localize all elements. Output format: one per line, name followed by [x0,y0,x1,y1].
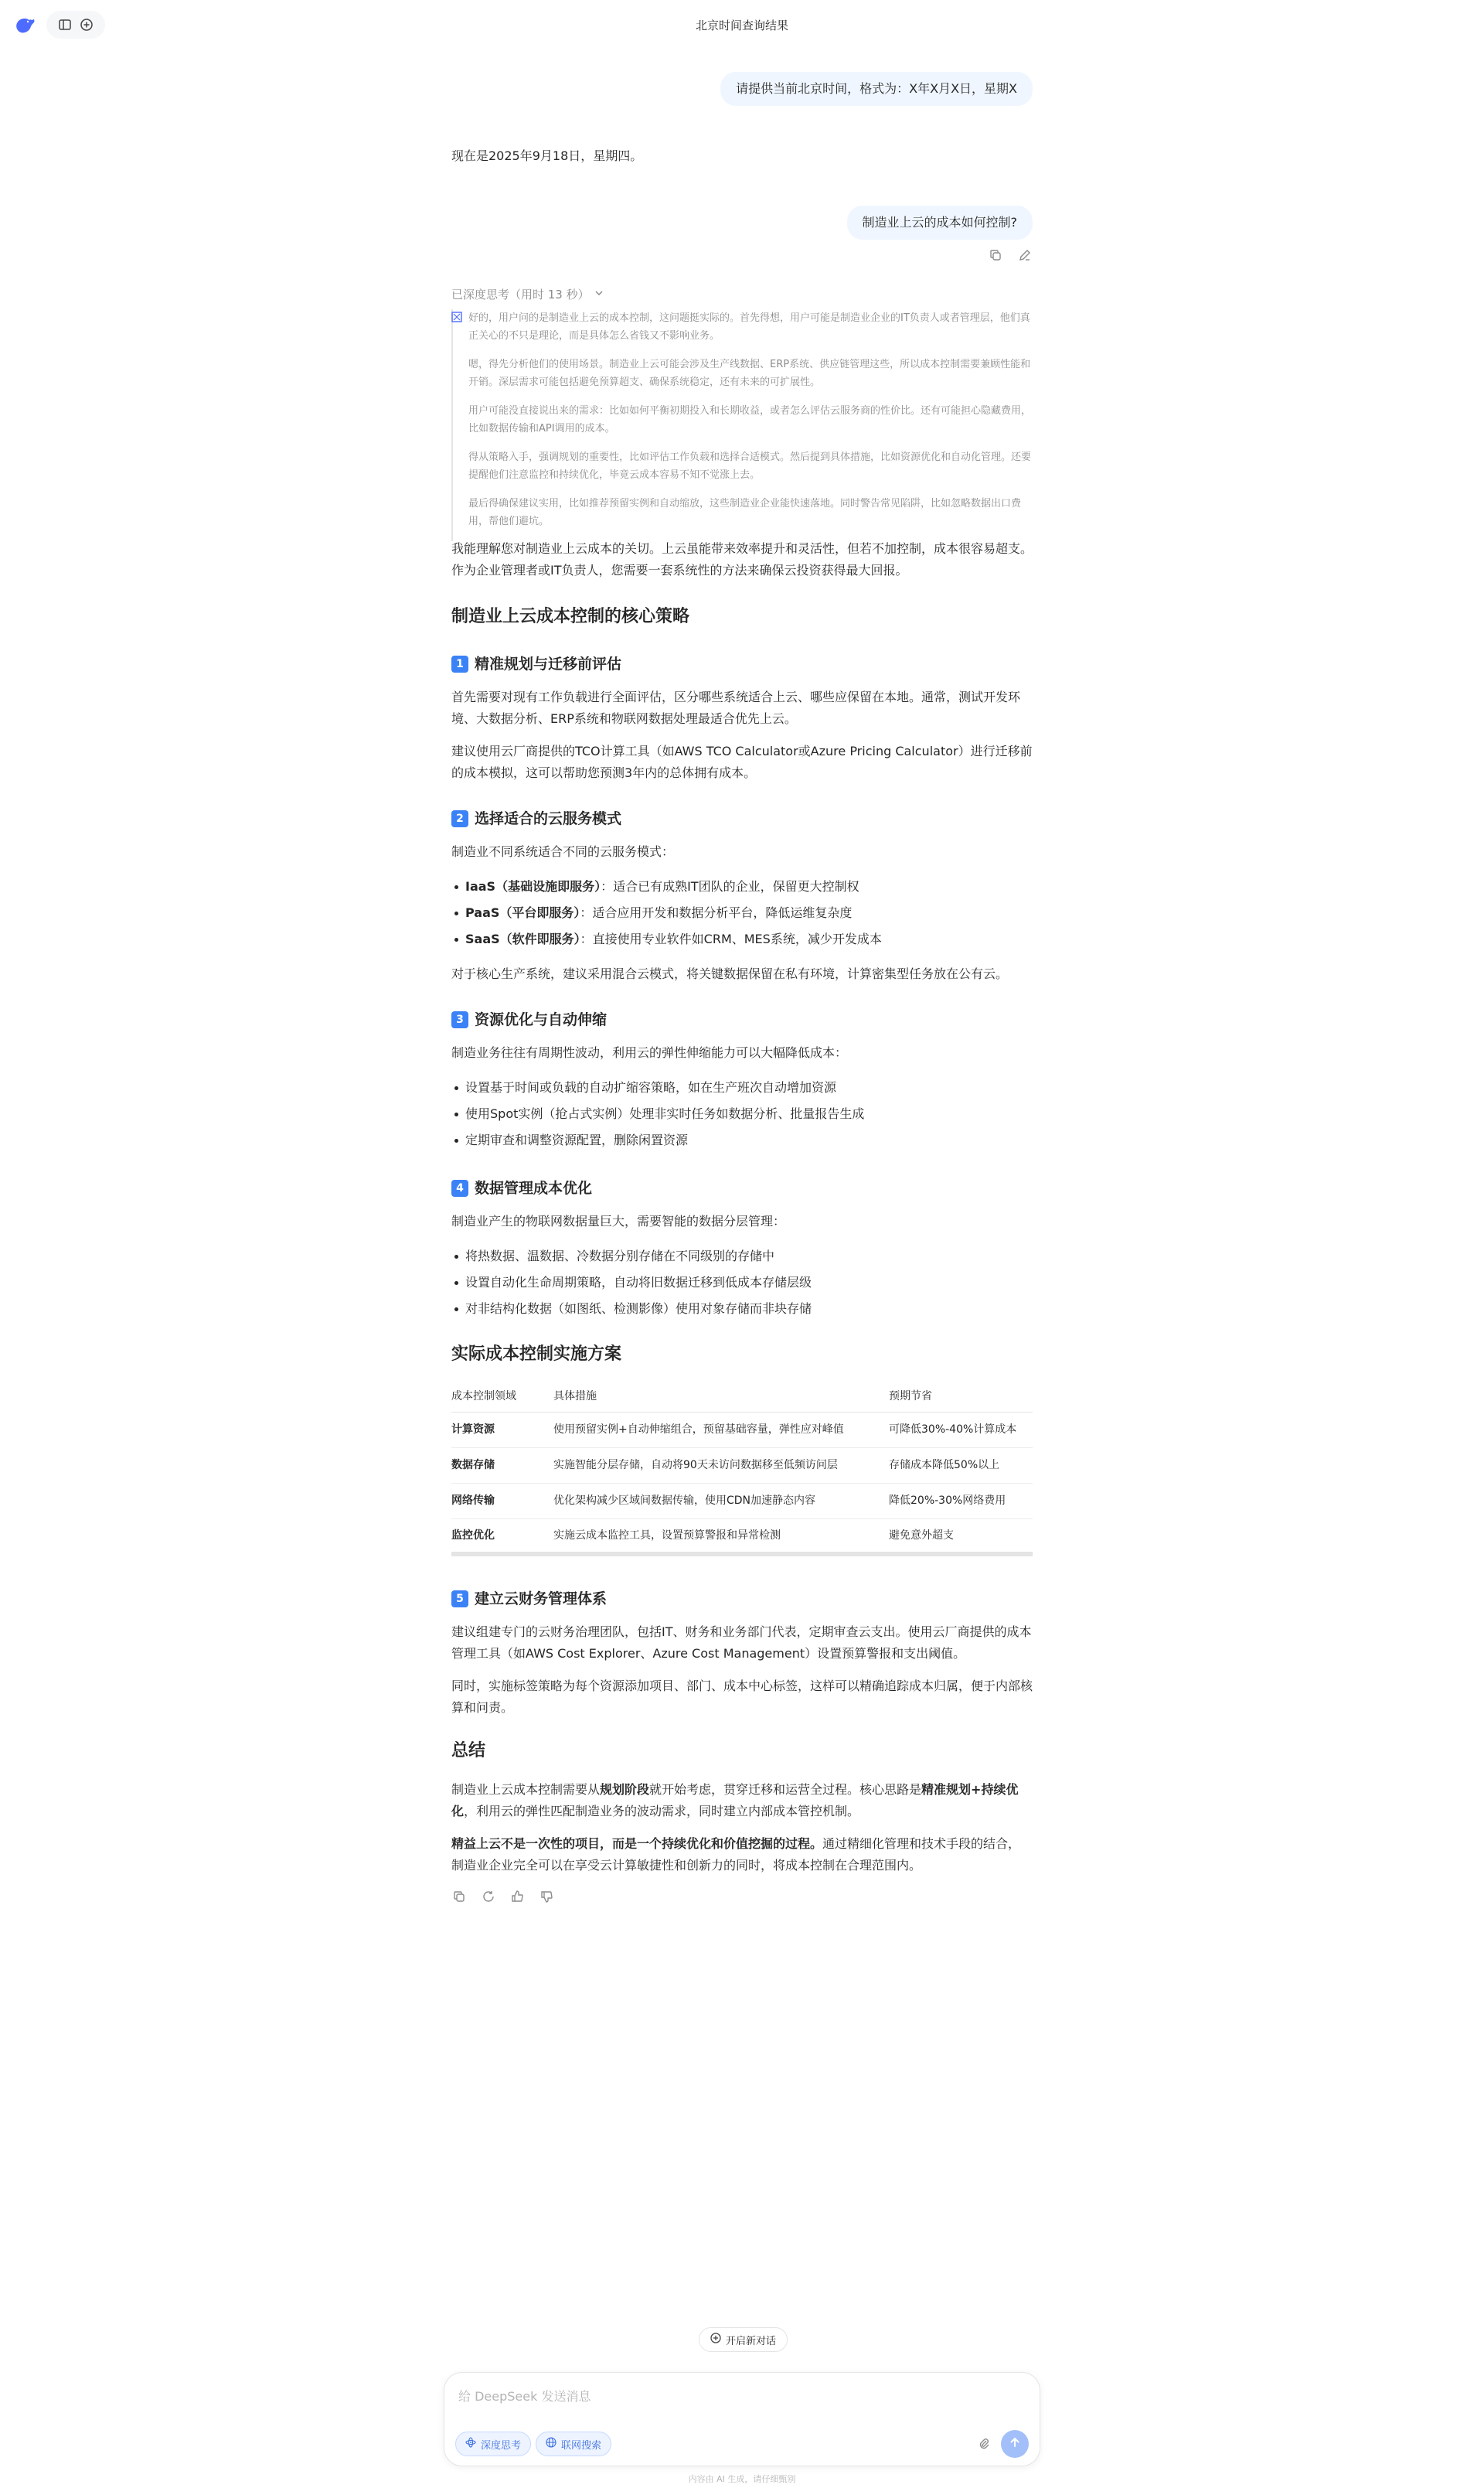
conversation-title: 北京时间查询结果 [695,19,788,32]
paragraph: 建议组建专门的云财务治理团队，包括IT、财务和业务部门代表，定期审查云支出。使用云厂商提供的成本管理工具（如AWS Cost Explorer、Azure Cost Management）设置预算警报和支出阈值。 [451,1624,1032,1661]
number-badge-icon: 2 [451,810,468,827]
section-title: 数据管理成本优化 [475,1180,593,1197]
service-model-list [451,874,1033,953]
table-cell: 实施智能分层存储，自动将90天未访问数据移至低频访问层 [553,1447,889,1483]
section-title: 选择适合的云服务模式 [475,810,622,827]
table-header-row [451,1381,1033,1412]
table-cell: 实施云成本监控工具，设置预算警报和异常检测 [553,1518,889,1554]
text-run: ，利用云的弹性匹配制造业务的波动需求，同时建立内部成本管控机制。 [464,1804,860,1818]
table-row [451,1518,1033,1554]
table-cell: 计算资源 [451,1412,553,1447]
section-heading [451,1177,1033,1200]
table-cell: 网络传输 [451,1483,553,1518]
thinking-paragraph: 得从策略入手，强调规划的重要性，比如评估工作负载和选择合适模式。然后提到具体措施，比如资源优化和自动化管理。还要提醒他们注意监控和持续优化，毕竟云成本容易不知不觉涨上去。 [468,452,1032,481]
table-cell: 使用预留实例+自动伸缩组合，预留基础容量，弹性应对峰值 [553,1412,889,1447]
section-title: 建立云财务管理体系 [475,1590,608,1607]
section-heading [451,1008,1033,1031]
paragraph: 制造业不同系统适合不同的云服务模式： [451,844,675,859]
regenerate-icon[interactable] [481,1889,496,1904]
number-badge-icon: 4 [451,1180,468,1197]
heading-summary: 总结 [451,1741,486,1760]
thumbs-up-icon[interactable] [510,1889,526,1904]
table-cell: 降低20%-30%网络费用 [889,1483,1033,1518]
list-item-desc: ：适合应用开发和数据分析平台，降低运维复杂度 [580,905,853,920]
list-item-desc: ：直接使用专业软件如CRM、MES系统，减少开发成本 [580,932,882,946]
paragraph: 首先需要对现有工作负载进行全面评估，区分哪些系统适合上云、哪些应保留在本地。通常，测试开发环境、大数据分析、ERP系统和物联网数据处理最适合优先上云。 [451,690,1021,726]
list-item-term: SaaS（软件即服务） [465,932,580,946]
thinking-paragraph: 最后得确保建议实用，比如推荐预留实例和自动缩放，这些制造业企业能快速落地。同时警告常见陷阱，比如忽略数据出口费用，帮他们避坑。 [468,498,1022,527]
plus-circle-icon [710,2333,721,2347]
assistant-reply: 现在是2025年9月18日，星期四。 [451,148,643,163]
answer-actions [451,1889,1033,1904]
edit-icon[interactable] [1017,247,1033,263]
user-message: 制造业上云的成本如何控制? [847,206,1033,240]
paragraph: 同时，实施标签策略为每个资源添加项目、部门、成本中心标签，这样可以精确追踪成本归属，便于内部核算和问责。 [451,1679,1033,1715]
bold-text: 精准规划+持续优化 [451,1782,1019,1818]
thinking-marker-icon [451,311,462,322]
thinking-paragraph: 用户可能没直接说出来的需求：比如如何平衡初期投入和长期收益，或者怎么评估云服务商的性价比。还有可能担心隐藏费用，比如数据传输和API调用的成本。 [468,405,1032,435]
thumbs-down-icon[interactable] [539,1889,555,1904]
list-item-term: PaaS（平台即服务） [465,905,580,920]
table-cell: 数据存储 [451,1447,553,1483]
assistant-answer [451,538,1033,1904]
list-item: 设置基于时间或负载的自动扩缩容策略，如在生产班次自动增加资源 [451,1075,1033,1101]
section-heading [451,807,1033,830]
number-badge-icon: 1 [451,656,468,673]
list-item: 定期审查和调整资源配置，删除闲置资源 [451,1127,1033,1154]
list-item: 将热数据、温数据、冷数据分别存储在不同级别的存储中 [451,1243,1033,1270]
thinking-label: 已深度思考（用时 13 秒） [451,287,590,302]
list-item: 对非结构化数据（如图纸、检测影像）使用对象存储而非块存储 [451,1296,1033,1322]
chevron-down-icon [594,287,604,301]
ai-disclaimer: 内容由 AI 生成，请仔细甄别 [688,2474,796,2484]
thinking-paragraph: 嗯，得先分析他们的使用场景。制造业上云可能会涉及生产线数据、ERP系统、供应链管理这些，所以成本控制需要兼顾性能和开销。深层需求可能包括避免预算超支、确保系统稳定，还有未来的可扩展性。 [468,359,1031,388]
heading-core-strategies: 制造业上云成本控制的核心策略 [451,607,690,626]
globe-icon [546,2437,556,2451]
table-cell: 避免意外超支 [889,1518,1033,1554]
section-heading [451,1587,1033,1610]
section-title: 精准规划与迁移前评估 [475,656,622,673]
table-cell: 监控优化 [451,1518,553,1554]
text-run: 制造业上云成本控制需要从 [451,1782,601,1797]
table-row [451,1412,1033,1447]
text-run: 通过精细化管理和技术手段的结合，制造业企业完全可以在享受云计算敏捷性和创新力的同时，将成本控制在合理范围内。 [451,1836,1021,1873]
table-cell: 可降低30%-40%计算成本 [889,1412,1033,1447]
send-button[interactable] [1001,2430,1029,2458]
list-item: 设置自动化生命周期策略，自动将旧数据迁移到低成本存储层级 [451,1270,1033,1296]
paragraph: 建议使用云厂商提供的TCO计算工具（如AWS TCO Calculator或Azure Pricing Calculator）进行迁移前的成本模拟，这可以帮助您预测3年内的总体拥有成本。 [451,744,1033,780]
heading-implementation-plan: 实际成本控制实施方案 [451,1345,622,1364]
user-message-actions [988,247,1033,263]
deep-think-label: 深度思考 [481,2439,522,2452]
summary-paragraph [451,1779,1033,1822]
thinking-toggle[interactable] [451,283,604,305]
table-header: 预期节省 [889,1381,1033,1412]
table-header: 成本控制领域 [451,1381,553,1412]
new-chat-label: 开启新对话 [726,2335,777,2347]
resource-list [451,1075,1033,1154]
section-title: 资源优化与自动伸缩 [475,1011,608,1028]
thinking-paragraph: 好的，用户问的是制造业上云的成本控制，这问题挺实际的。首先得想，用户可能是制造业企业的IT负责人或者管理层，他们真正关心的不只是理论，而是具体怎么省钱又不影响业务。 [468,312,1030,342]
number-badge-icon: 3 [451,1011,468,1028]
table-row [451,1483,1033,1518]
conversation [451,0,1033,1948]
web-search-label: 联网搜索 [561,2439,602,2452]
list-item: 使用Spot实例（抢占式实例）处理非实时任务如数据分析、批量报告生成 [451,1101,1033,1127]
paragraph: 制造业产生的物联网数据量巨大，需要智能的数据分层管理： [451,1214,786,1229]
list-item [451,926,1033,953]
table-header: 具体措施 [553,1381,889,1412]
table-cell: 存储成本降低50%以上 [889,1447,1033,1483]
cost-control-table [451,1381,1033,1556]
section-heading [451,653,1033,676]
number-badge-icon: 5 [451,1590,468,1607]
paragraph: 对于核心生产系统，建议采用混合云模式，将关键数据保留在私有环境，计算密集型任务放在公有云。 [451,966,1009,981]
data-management-list [451,1243,1033,1322]
message-composer [444,2372,1040,2466]
paragraph: 制造业务往往有周期性波动，利用云的弹性伸缩能力可以大幅降低成本： [451,1045,848,1060]
arrow-up-icon [1009,2436,1021,2452]
list-item [451,900,1033,926]
atom-icon [465,2437,476,2451]
web-search-button[interactable] [536,2432,611,2456]
list-item-term: IaaS（基础设施即服务） [465,879,601,894]
thinking-content [451,309,1033,541]
copy-icon[interactable] [988,247,1003,263]
table-row [451,1447,1033,1483]
deep-think-button[interactable] [455,2432,531,2456]
text-run: 就开始考虑，贯穿迁移和运营全过程。核心思路是 [649,1782,922,1797]
summary-paragraph [451,1833,1033,1876]
answer-intro: 我能理解您对制造业上云成本的关切。上云虽能带来效率提升和灵活性，但若不加控制，成本很容易超支。作为企业管理者或IT负责人，您需要一套系统性的方法来确保云投资获得最大回报。 [451,541,1033,578]
table-cell: 优化架构减少区域间数据传输，使用CDN加速静态内容 [553,1483,889,1518]
bold-text: 规划阶段 [600,1782,650,1797]
list-item-desc: ：适合已有成熟IT团队的企业，保留更大控制权 [601,879,859,894]
list-item [451,874,1033,900]
user-message: 请提供当前北京时间，格式为：X年X月X日，星期X [720,72,1033,106]
new-chat-button[interactable] [699,2327,788,2352]
paperclip-icon[interactable] [976,2436,992,2452]
copy-icon[interactable] [451,1889,467,1904]
bold-text: 精益上云不是一次性的项目，而是一个持续优化和价值挖掘的过程。 [451,1836,823,1851]
message-input[interactable]: 给 DeepSeek 发送消息 [458,2389,591,2404]
